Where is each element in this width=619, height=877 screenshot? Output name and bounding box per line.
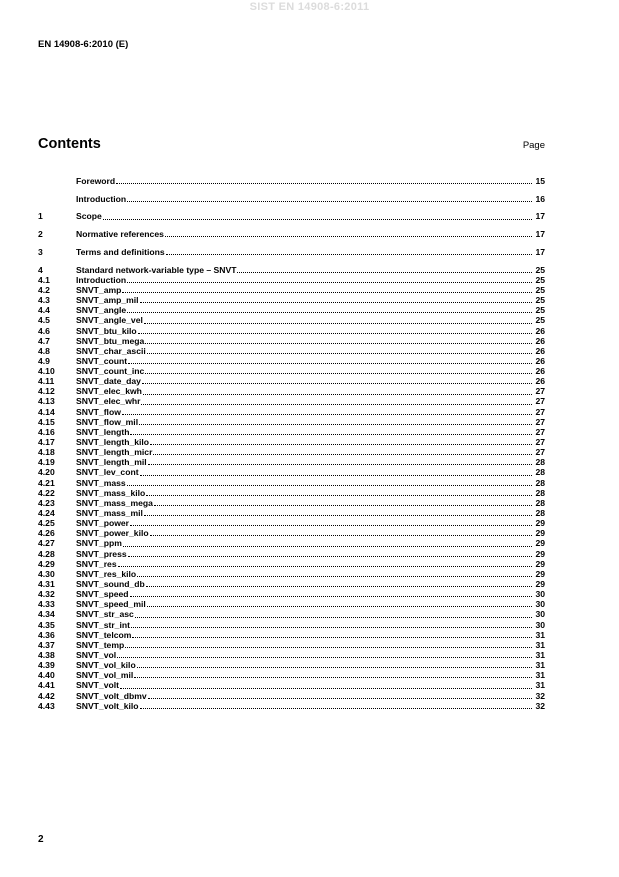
toc-entry-number: 4.5 <box>38 315 50 326</box>
toc-entry-number: 4.15 <box>38 416 55 427</box>
toc-dot-leader <box>125 647 532 648</box>
toc-dot-leader <box>118 566 532 567</box>
toc-entry-number: 4.42 <box>38 690 55 701</box>
toc-entry[interactable] <box>38 559 545 569</box>
toc-entry[interactable] <box>38 211 545 221</box>
toc-entry-number: 3 <box>38 246 43 257</box>
toc-entry-page: 28 <box>535 497 545 508</box>
toc-entry-title[interactable]: SNVT_vol <box>76 650 117 660</box>
toc-dot-leader <box>140 302 532 303</box>
toc-entry-page: 27 <box>535 437 545 448</box>
toc-entry-title[interactable]: SNVT_angle_vel <box>76 315 143 326</box>
toc-entry-title[interactable]: SNVT_flow_mil <box>76 416 139 427</box>
toc-dot-leader <box>127 201 532 202</box>
toc-entry-page: 29 <box>535 518 545 529</box>
toc-entry-title[interactable]: SNVT_btu_mega <box>76 335 145 346</box>
toc-dot-leader <box>141 404 532 405</box>
toc-entry-page: 30 <box>535 599 545 610</box>
toc-entry[interactable] <box>38 691 545 701</box>
toc-entry-page: 17 <box>535 246 545 257</box>
toc-entry[interactable] <box>38 488 545 498</box>
toc-entry[interactable] <box>38 620 545 630</box>
toc-entry[interactable] <box>38 589 545 599</box>
toc-entry-title[interactable]: SNVT_elec_whr <box>76 396 141 407</box>
toc-entry[interactable] <box>38 397 545 407</box>
toc-entry-page: 26 <box>535 366 545 377</box>
toc-entry-number: 4.17 <box>38 437 55 448</box>
toc-entry[interactable] <box>38 457 545 467</box>
toc-entry-title[interactable]: SNVT_mass <box>76 477 126 488</box>
toc-entry-number: 4.23 <box>38 497 55 508</box>
toc-entry-number: 4.13 <box>38 396 55 407</box>
toc-entry-page: 28 <box>535 457 545 468</box>
toc-entry-title[interactable]: SNVT_amp <box>76 284 122 295</box>
toc-entry-number: 4.41 <box>38 680 55 691</box>
toc-entry-title[interactable]: SNVT_press <box>76 548 127 559</box>
toc-dot-leader <box>150 535 532 536</box>
toc-entry-number: 4.26 <box>38 528 55 539</box>
toc-entry-title[interactable]: SNVT_volt_kilo <box>76 700 139 711</box>
toc-entry[interactable] <box>38 295 545 305</box>
toc-entry-title[interactable]: SNVT_count <box>76 355 128 366</box>
toc-entry-number: 4.34 <box>38 609 55 620</box>
toc-entry-title[interactable]: SNVT_power <box>76 518 130 529</box>
toc-entry-title[interactable]: SNVT_ppm <box>76 538 122 549</box>
toc-entry-title[interactable]: Terms and definitions <box>76 246 165 257</box>
toc-entry-number: 4.28 <box>38 548 55 559</box>
toc-entry-page: 28 <box>535 508 545 519</box>
toc-entry-title[interactable]: SNVT_res_kilo <box>76 568 137 579</box>
toc-dot-leader <box>128 363 532 364</box>
toc-entry-number: 2 <box>38 229 43 240</box>
toc-entry-title[interactable]: SNVT_flow <box>76 406 121 417</box>
toc-entry-title[interactable]: SNVT_speed_mil <box>76 599 146 610</box>
toc-entry-title[interactable]: SNVT_mass_kilo <box>76 487 146 498</box>
toc-entry-page: 25 <box>535 284 545 295</box>
toc-entry-page: 25 <box>535 295 545 306</box>
toc-entry-title[interactable]: SNVT_length <box>76 426 130 437</box>
toc-entry-page: 26 <box>535 325 545 336</box>
toc-entry-number: 4.36 <box>38 629 55 640</box>
toc-entry-page: 29 <box>535 528 545 539</box>
toc-entry[interactable] <box>38 538 545 548</box>
toc-entry-page: 30 <box>535 589 545 600</box>
toc-entry-page: 31 <box>535 629 545 640</box>
toc-entry-number: 4.33 <box>38 599 55 610</box>
toc-entry-number: 4.2 <box>38 284 50 295</box>
toc-entry-title[interactable]: SNVT_angle <box>76 305 127 316</box>
toc-dot-leader <box>127 282 532 283</box>
toc-entry-page: 15 <box>535 175 545 186</box>
toc-dot-leader <box>137 576 532 577</box>
toc-entry-page: 27 <box>535 396 545 407</box>
toc-entry-page: 29 <box>535 568 545 579</box>
toc-entry[interactable] <box>38 315 545 325</box>
toc-dot-leader <box>131 627 532 628</box>
toc-dot-leader <box>145 373 532 374</box>
toc-entry-number: 4.1 <box>38 274 50 285</box>
toc-entry[interactable] <box>38 630 545 640</box>
toc-entry-number: 4.11 <box>38 376 55 387</box>
toc-entry[interactable] <box>38 356 545 366</box>
toc-entry[interactable] <box>38 518 545 528</box>
toc-entry-page: 32 <box>535 700 545 711</box>
toc-entry[interactable] <box>38 437 545 447</box>
toc-entry-page: 31 <box>535 670 545 681</box>
toc-dot-leader <box>128 556 532 557</box>
toc-entry-title[interactable]: Normative references <box>76 229 164 240</box>
toc-entry-number: 4.40 <box>38 670 55 681</box>
toc-dot-leader <box>144 323 532 324</box>
toc-entry-number: 4.9 <box>38 355 50 366</box>
toc-entry-number: 4.43 <box>38 700 55 711</box>
toc-entry-title[interactable]: SNVT_speed <box>76 589 129 600</box>
toc-entry-page: 17 <box>535 229 545 240</box>
toc-entry-page: 28 <box>535 487 545 498</box>
toc-entry-title[interactable]: SNVT_count_inc <box>76 366 145 377</box>
toc-entry-number: 4.30 <box>38 568 55 579</box>
toc-entry-number: 4.27 <box>38 538 55 549</box>
toc-entry-title[interactable]: SNVT_date_day <box>76 376 141 387</box>
toc-entry-title[interactable]: SNVT_vol_mil <box>76 670 134 681</box>
toc-entry-page: 25 <box>535 274 545 285</box>
toc-dot-leader <box>103 219 532 220</box>
toc-entry-page: 26 <box>535 376 545 387</box>
toc-entry-number: 4.29 <box>38 558 55 569</box>
page-number: 2 <box>38 834 44 845</box>
toc-dot-leader <box>142 383 532 384</box>
toc-dot-leader <box>153 454 532 455</box>
toc-entry[interactable] <box>38 427 545 437</box>
toc-dot-leader <box>148 698 532 699</box>
toc-dot-leader <box>154 505 532 506</box>
toc-entry[interactable] <box>38 569 545 579</box>
toc-entry[interactable] <box>38 275 545 285</box>
toc-dot-leader <box>146 586 532 587</box>
toc-entry-title[interactable]: SNVT_res <box>76 558 117 569</box>
toc-entry-page: 31 <box>535 680 545 691</box>
toc-dot-leader <box>165 236 532 237</box>
toc-entry[interactable] <box>38 508 545 518</box>
toc-entry[interactable] <box>38 549 545 559</box>
toc-entry-number: 4.6 <box>38 325 50 336</box>
toc-entry-number: 4.38 <box>38 650 55 660</box>
toc-entry-number: 4.20 <box>38 467 55 478</box>
toc-entry-title[interactable]: SNVT_sound_db <box>76 579 145 590</box>
toc-dot-leader <box>135 617 532 618</box>
toc-entry[interactable] <box>38 640 545 650</box>
toc-entry-title[interactable]: SNVT_telcom <box>76 629 132 640</box>
toc-entry-number: 4.12 <box>38 386 55 397</box>
watermark: SIST EN 14908-6:2011 <box>249 1 370 13</box>
toc-entry-page: 27 <box>535 426 545 437</box>
toc-entry-page: 27 <box>535 406 545 417</box>
toc-entry-page: 28 <box>535 477 545 488</box>
toc-entry[interactable] <box>38 176 545 186</box>
toc-entry-title[interactable]: SNVT_length_mil <box>76 457 147 468</box>
toc-dot-leader <box>148 464 532 465</box>
toc-dot-leader <box>143 394 532 395</box>
document-id: EN 14908-6:2010 (E) <box>38 39 129 50</box>
page-column-label: Page <box>522 140 545 151</box>
toc-entry-page: 26 <box>535 335 545 346</box>
toc-entry-title[interactable]: SNVT_lev_cont <box>76 467 139 478</box>
toc-entry[interactable] <box>38 579 545 589</box>
toc-entry-title[interactable]: Introduction <box>76 274 127 285</box>
toc-entry-number: 4.39 <box>38 660 55 671</box>
toc-dot-leader <box>237 272 532 273</box>
toc-entry-page: 31 <box>535 660 545 671</box>
toc-entry[interactable] <box>38 447 545 457</box>
toc-entry-title[interactable]: SNVT_amp_mil <box>76 295 139 306</box>
toc-entry-page: 30 <box>535 619 545 630</box>
toc-dot-leader <box>122 414 532 415</box>
toc-entry[interactable] <box>38 680 545 690</box>
toc-entry-page: 28 <box>535 467 545 478</box>
toc-entry-title[interactable]: SNVT_vol_kilo <box>76 660 136 671</box>
toc-entry[interactable] <box>38 194 545 204</box>
toc-entry-title[interactable]: Introduction <box>76 193 127 204</box>
toc-dot-leader <box>130 434 532 435</box>
toc-entry-title[interactable]: SNVT_mass_mega <box>76 497 153 508</box>
toc-entry[interactable] <box>38 599 545 609</box>
toc-dot-leader <box>120 688 532 689</box>
toc-entry-number: 4.18 <box>38 447 55 458</box>
toc-dot-leader <box>166 254 532 255</box>
toc-entry[interactable] <box>38 326 545 336</box>
toc-entry[interactable] <box>38 229 545 239</box>
toc-entry-page: 32 <box>535 690 545 701</box>
toc-entry-number: 4.3 <box>38 295 50 306</box>
toc-entry-title[interactable]: SNVT_char_ascii <box>76 345 146 356</box>
toc-dot-leader <box>144 515 532 516</box>
toc-dot-leader <box>146 495 532 496</box>
toc-dot-leader <box>147 353 532 354</box>
toc-entry[interactable] <box>38 609 545 619</box>
toc-entry-number: 4.25 <box>38 518 55 529</box>
toc-entry-page: 26 <box>535 345 545 356</box>
toc-entry[interactable] <box>38 386 545 396</box>
toc-entry[interactable] <box>38 376 545 386</box>
toc-entry-page: 29 <box>535 579 545 590</box>
toc-entry-page: 27 <box>535 386 545 397</box>
toc-dot-leader <box>147 606 532 607</box>
toc-dot-leader <box>130 596 532 597</box>
toc-dot-leader <box>150 444 532 445</box>
toc-dot-leader <box>130 525 532 526</box>
toc-entry[interactable] <box>38 285 545 295</box>
toc-entry-number: 4.19 <box>38 457 55 468</box>
toc-entry-page: 31 <box>535 650 545 660</box>
toc-entry-number: 4.16 <box>38 426 55 437</box>
toc-entry-number: 4.22 <box>38 487 55 498</box>
toc-entry[interactable] <box>38 417 545 427</box>
toc-entry-title[interactable]: SNVT_temp <box>76 639 125 650</box>
toc-entry[interactable] <box>38 247 545 257</box>
toc-entry-title[interactable]: SNVT_volt_dbmv <box>76 690 147 701</box>
toc-entry-page: 27 <box>535 416 545 427</box>
toc-dot-leader <box>137 667 532 668</box>
toc-entry-number: 4.21 <box>38 477 55 488</box>
toc-entry-title[interactable]: SNVT_btu_kilo <box>76 325 137 336</box>
toc-entry-page: 25 <box>535 315 545 326</box>
toc-entry-title[interactable]: SNVT_length_kilo <box>76 437 150 448</box>
toc-entry-title[interactable]: Scope <box>76 211 102 222</box>
toc-entry-number: 4.8 <box>38 345 50 356</box>
toc-entry-number: 4.32 <box>38 589 55 600</box>
toc-entry-page: 27 <box>535 447 545 458</box>
toc-entry[interactable] <box>38 701 545 711</box>
toc-entry-number: 4.7 <box>38 335 50 346</box>
toc-entry[interactable] <box>38 478 545 488</box>
toc-entry-number: 4.10 <box>38 366 55 377</box>
toc-entry-page: 29 <box>535 558 545 569</box>
toc-entry-page: 25 <box>535 305 545 316</box>
toc-entry-page: 17 <box>535 211 545 222</box>
toc-entry-title[interactable]: SNVT_length_micr <box>76 447 153 458</box>
toc-entry-page: 31 <box>535 639 545 650</box>
toc-dot-leader <box>139 424 532 425</box>
toc-entry[interactable] <box>38 346 545 356</box>
toc-entry[interactable] <box>38 305 545 315</box>
toc-dot-leader <box>122 292 532 293</box>
toc-entry[interactable] <box>38 670 545 680</box>
toc-entry-page: 25 <box>535 264 545 275</box>
toc-dot-leader <box>116 183 532 184</box>
toc-entry-title[interactable]: SNVT_mass_mil <box>76 508 143 519</box>
toc-entry-number: 4.4 <box>38 305 50 316</box>
toc-dot-leader <box>145 343 532 344</box>
toc-entry-page: 29 <box>535 548 545 559</box>
toc-dot-leader <box>127 485 532 486</box>
toc-dot-leader <box>138 333 532 334</box>
toc-entry-title[interactable]: SNVT_elec_kwh <box>76 386 142 397</box>
toc-entry[interactable] <box>38 407 545 417</box>
toc-entry-number: 4 <box>38 264 43 275</box>
toc-dot-leader <box>140 708 532 709</box>
contents-title: Contents <box>38 136 101 152</box>
toc-entry[interactable] <box>38 467 545 477</box>
toc-entry-page: 16 <box>535 193 545 204</box>
toc-entry-title[interactable]: SNVT_power_kilo <box>76 528 149 539</box>
toc-entry-number: 4.24 <box>38 508 55 519</box>
toc-entry[interactable] <box>38 650 545 660</box>
toc-entry-number: 4.37 <box>38 639 55 650</box>
toc-entry-number: 4.31 <box>38 579 55 590</box>
toc-entry[interactable] <box>38 528 545 538</box>
toc-dot-leader <box>117 657 532 658</box>
toc-entry-title[interactable]: Standard network-variable type – SNVT <box>76 264 237 275</box>
toc-entry-number: 1 <box>38 211 43 222</box>
toc-entry[interactable] <box>38 366 545 376</box>
toc-dot-leader <box>134 677 532 678</box>
toc-entry[interactable] <box>38 336 545 346</box>
toc-dot-leader <box>140 475 532 476</box>
toc-entry[interactable] <box>38 498 545 508</box>
toc-entry-title[interactable]: SNVT_volt <box>76 680 119 691</box>
toc-entry-title[interactable]: Foreword <box>76 175 116 186</box>
table-of-contents <box>38 176 545 711</box>
toc-entry-page: 29 <box>535 538 545 549</box>
toc-dot-leader <box>132 637 532 638</box>
toc-entry-number: 4.14 <box>38 406 55 417</box>
toc-entry[interactable] <box>38 265 545 275</box>
toc-dot-leader <box>123 546 532 547</box>
toc-entry-title[interactable]: SNVT_str_int <box>76 619 130 630</box>
toc-entry[interactable] <box>38 660 545 670</box>
toc-entry-title[interactable]: SNVT_str_asc <box>76 609 134 620</box>
toc-entry-number: 4.35 <box>38 619 55 630</box>
toc-entry-page: 26 <box>535 355 545 366</box>
toc-dot-leader <box>127 312 532 313</box>
toc-entry-page: 30 <box>535 609 545 620</box>
